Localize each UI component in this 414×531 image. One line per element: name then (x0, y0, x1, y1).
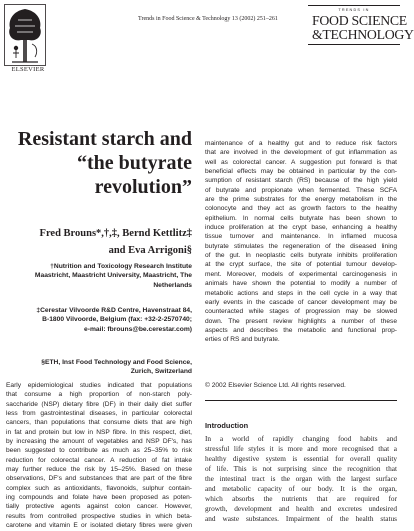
abstract-line: of the gut. In neoplastic cells butyrate inhibits proliferation (205, 252, 397, 260)
abstract-line: less from gastrointestinal diseases, in particular colorectal (6, 410, 192, 418)
abstract-line: early events in the cascade of cancer development may be (205, 298, 397, 306)
intro-line: and waste substances. Impairment of the health status (205, 514, 397, 524)
affiliation-nutrition-institute (10, 262, 192, 290)
abstract-line: sumption of resistant starch (RS) because of the high yield (205, 177, 397, 185)
affiliation-line: †Nutrition and Toxicology Research Institute (50, 263, 192, 270)
journal-masthead (308, 5, 414, 45)
abstract-line: that are involved in the development of gut inflammation as (205, 149, 397, 157)
abstract-line: metabolic actions and steps in the cell cycle in a way that (205, 289, 397, 297)
abstract-line: maintenance of a healthy gut and to reduce risk factors (205, 140, 397, 147)
intro-paragraph (205, 434, 397, 524)
abstract-line: aspects and describes the metabolic and functional prop- (205, 326, 397, 334)
title-line: Resistant starch and (17, 128, 192, 150)
abstract-line: beneficial effects may be obtained in particular by the con- (205, 168, 397, 176)
abstract-line: butyrate stimulates the regeneration of the diseased lining (205, 242, 397, 250)
publisher-name: ELSEVIER (11, 66, 45, 73)
masthead-title-line: FOOD SCIENCE (312, 13, 407, 28)
abstract-line: colonocyte and they act as growth factors to the healthy (205, 205, 397, 213)
intro-line: which absorbs the nutrients that are required for (205, 494, 397, 504)
intro-line: and metabolic capacity of our body. It is the organ, (205, 484, 397, 494)
abstract-line: complex such as antioxidants, flavonoids, sulphur contain- (6, 484, 192, 492)
title-line: revolution” (94, 176, 192, 198)
affiliation-eth (10, 358, 192, 377)
abstract-right-column (205, 139, 397, 345)
abstract-line: tissue turnover and maintenance. In inflamed mucosa (205, 233, 397, 241)
copyright-notice: © 2002 Elsevier Science Ltd. All rights reserved. (205, 382, 346, 389)
authors-line: Fred Brouns*,†,‡, Bernd Kettlitz‡ (39, 228, 192, 239)
affiliation-line: §ETH, Inst Food Technology and Food Science, (41, 359, 192, 366)
authors-line: and Eva Arrigoni§ (108, 245, 192, 256)
abstract-line: carotene and vitamin E or isolated dietary fibres were given (6, 522, 192, 530)
intro-line: healthy digestive system is essential for overall quality (205, 454, 397, 464)
affiliation-line: Maastricht, Maastricht University, Maastricht, The (34, 272, 192, 280)
intro-heading: Introduction (205, 421, 249, 430)
abstract-line: cancers, than populations that consume diets that are high (6, 419, 192, 427)
abstract-line: at the crypt surface, the site of potential tumour develop- (205, 261, 397, 269)
abstract-line: results from controlled prospective studies in which beta- (6, 512, 192, 520)
affiliation-line: ‡Cerestar Vilvoorde R&D Centre, Havenstraat 84, (36, 307, 192, 314)
abstract-line: erties of RS and butyrate. (205, 336, 280, 344)
affiliation-line: B-1800 Vilvoorde, Belgium (fax: +32-2-2570740; (42, 316, 192, 324)
abstract-line: reduction for colorectal cancer. A reduction of fat intake (6, 456, 192, 464)
abstract-line: observations, DF's and substances that are part of the fibre (6, 475, 192, 483)
intro-line: stressful life styles it is more and more recognised that a (205, 444, 397, 454)
abstract-line: ing compounds and folate have been proposed as poten- (6, 494, 192, 502)
abstract-line: may further reduce the risk by 15–25%. Based on these (6, 466, 192, 474)
intro-line: of life. This is not surprising since the recognition that (205, 464, 397, 474)
affiliation-cerestar (10, 306, 192, 334)
abstract-line: down. The present review highlights a number of these (205, 317, 397, 325)
abstract-line: epithelium. In normal cells butyrate has been shown to (205, 214, 397, 222)
section-divider (205, 400, 397, 401)
abstract-line: been suggested to contribute as much as 25–35% to risk (6, 447, 192, 455)
elsevier-tree-icon (4, 4, 46, 66)
abstract-line: animals have shown the potential to modify a number of (205, 280, 397, 288)
affiliation-line: e-mail: fbrouns@be.cerestar.com) (84, 325, 192, 333)
affiliation-line: Zurich, Switzerland (130, 368, 192, 376)
masthead-series-label: TRENDS IN (338, 8, 370, 12)
abstract-line: counteracted while stages of progression may be slowed (205, 308, 397, 316)
elsevier-logo (4, 4, 46, 73)
abstract-line: well as colorectal cancer. A suggestion put forward is that (205, 158, 397, 166)
abstract-line: saccharide (NSP) dietary fibre (DF) in their daily diet suffer (6, 400, 192, 408)
abstract-line: in fat and protein but low in NSP fibre. In this respect, diet, (6, 428, 192, 436)
article-title (6, 127, 192, 199)
abstract-line: that consume a high proportion of non-starch poly- (6, 391, 192, 399)
abstract-line: ment. Moreover, models of experimental carcinogenesis in (205, 270, 397, 278)
author-list (6, 225, 192, 259)
abstract-line: induce proliferation at the crypt base, enhancing a healthy (205, 224, 397, 232)
intro-line: the intestinal tract is the organ with the largest surface (205, 474, 397, 484)
abstract-line: of butyrate and propionate when fermented. These SCFA (205, 186, 397, 194)
abstract-line: by increasing the amount of vegetables and NSP DF's, has (6, 438, 192, 446)
journal-citation: Trends in Food Science & Technology 13 (2002) 251–261 (138, 16, 278, 22)
intro-line: In a world of rapidly changing food habits and (205, 434, 397, 443)
abstract-line: Early epidemiological studies indicated that populations (6, 382, 192, 389)
intro-line: growth, development and health and excretes undesired (205, 504, 397, 514)
abstract-left-column (6, 381, 192, 531)
abstract-line: are the prime substrates for the energy metabolism in the (205, 196, 397, 204)
abstract-line: tially protective agents against colon cancer. However, (6, 503, 192, 511)
affiliation-line: Netherlands (153, 281, 192, 289)
masthead-title-line: &TECHNOLOGY (312, 27, 414, 42)
title-line: “the butyrate (77, 152, 192, 174)
